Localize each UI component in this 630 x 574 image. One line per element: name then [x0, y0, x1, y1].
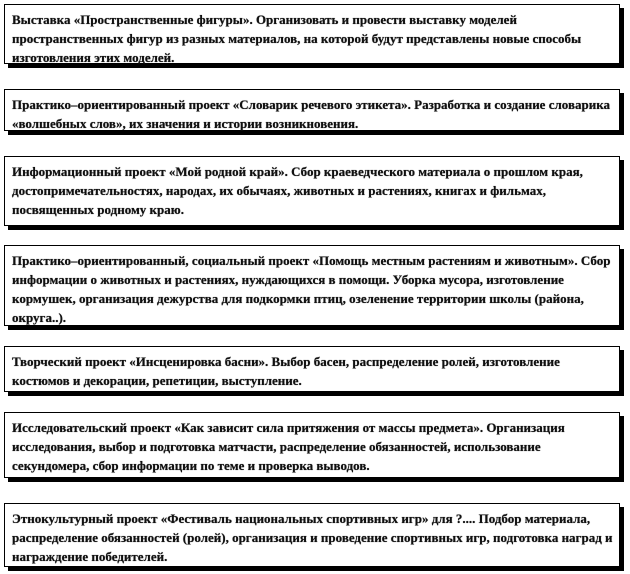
project-card-etiquette-dictionary — [4, 89, 620, 131]
project-card-native-land — [4, 156, 620, 226]
project-card-exhibition — [4, 4, 620, 64]
project-description: Творческий проект «Инсценировка басни». Выбор басен, распределение ролей, изготовление костюмов и декорации, репетиции, выступление. — [12, 354, 560, 388]
project-description: Практико–ориентированный проект «Словарик речевого этикета». Разработка и создание словарика «волшебных слов», их значения и истории возникновения. — [12, 97, 610, 131]
project-card-sports-festival — [4, 503, 620, 567]
project-description: Этнокультурный проект «Фестиваль национальных спортивных игр» для ?.... Подбор материала, распределение обязанностей (ролей), организация и проведение спортивных игр, подготовка наград и награждение победителей. — [12, 511, 613, 564]
project-card-gravity-research — [4, 412, 620, 478]
project-description: Выставка «Пространственные фигуры». Организовать и провести выставку моделей пространственных фигур из разных материалов, на которой будут представлены новые способы изготовления этих моделей. — [12, 12, 582, 65]
project-description: Практико–ориентированный, социальный проект «Помощь местным растениям и животным». Сбор информации о животных и растениях, нуждающихся в помощи. Уборка мусора, изготовление кормушек, организация дежурства для подкормки птиц, озеленение территории школы (района, округа..). — [12, 253, 611, 325]
project-description: Информационный проект «Мой родной край». Сбор краеведческого материала о прошлом края, достопримечательностях, народах, их обычаях, животных и растениях, книгах и фильмах, посвященных родному краю. — [12, 164, 583, 217]
project-description: Исследовательский проект «Как зависит сила притяжения от массы предмета». Организация исследования, выбор и подготовка матчасти, распределение обязанностей, использование секундомера, сбор информации по теме и проверка выводов. — [12, 420, 565, 473]
project-card-fable-staging — [4, 346, 620, 392]
project-card-help-plants-animals — [4, 245, 620, 326]
